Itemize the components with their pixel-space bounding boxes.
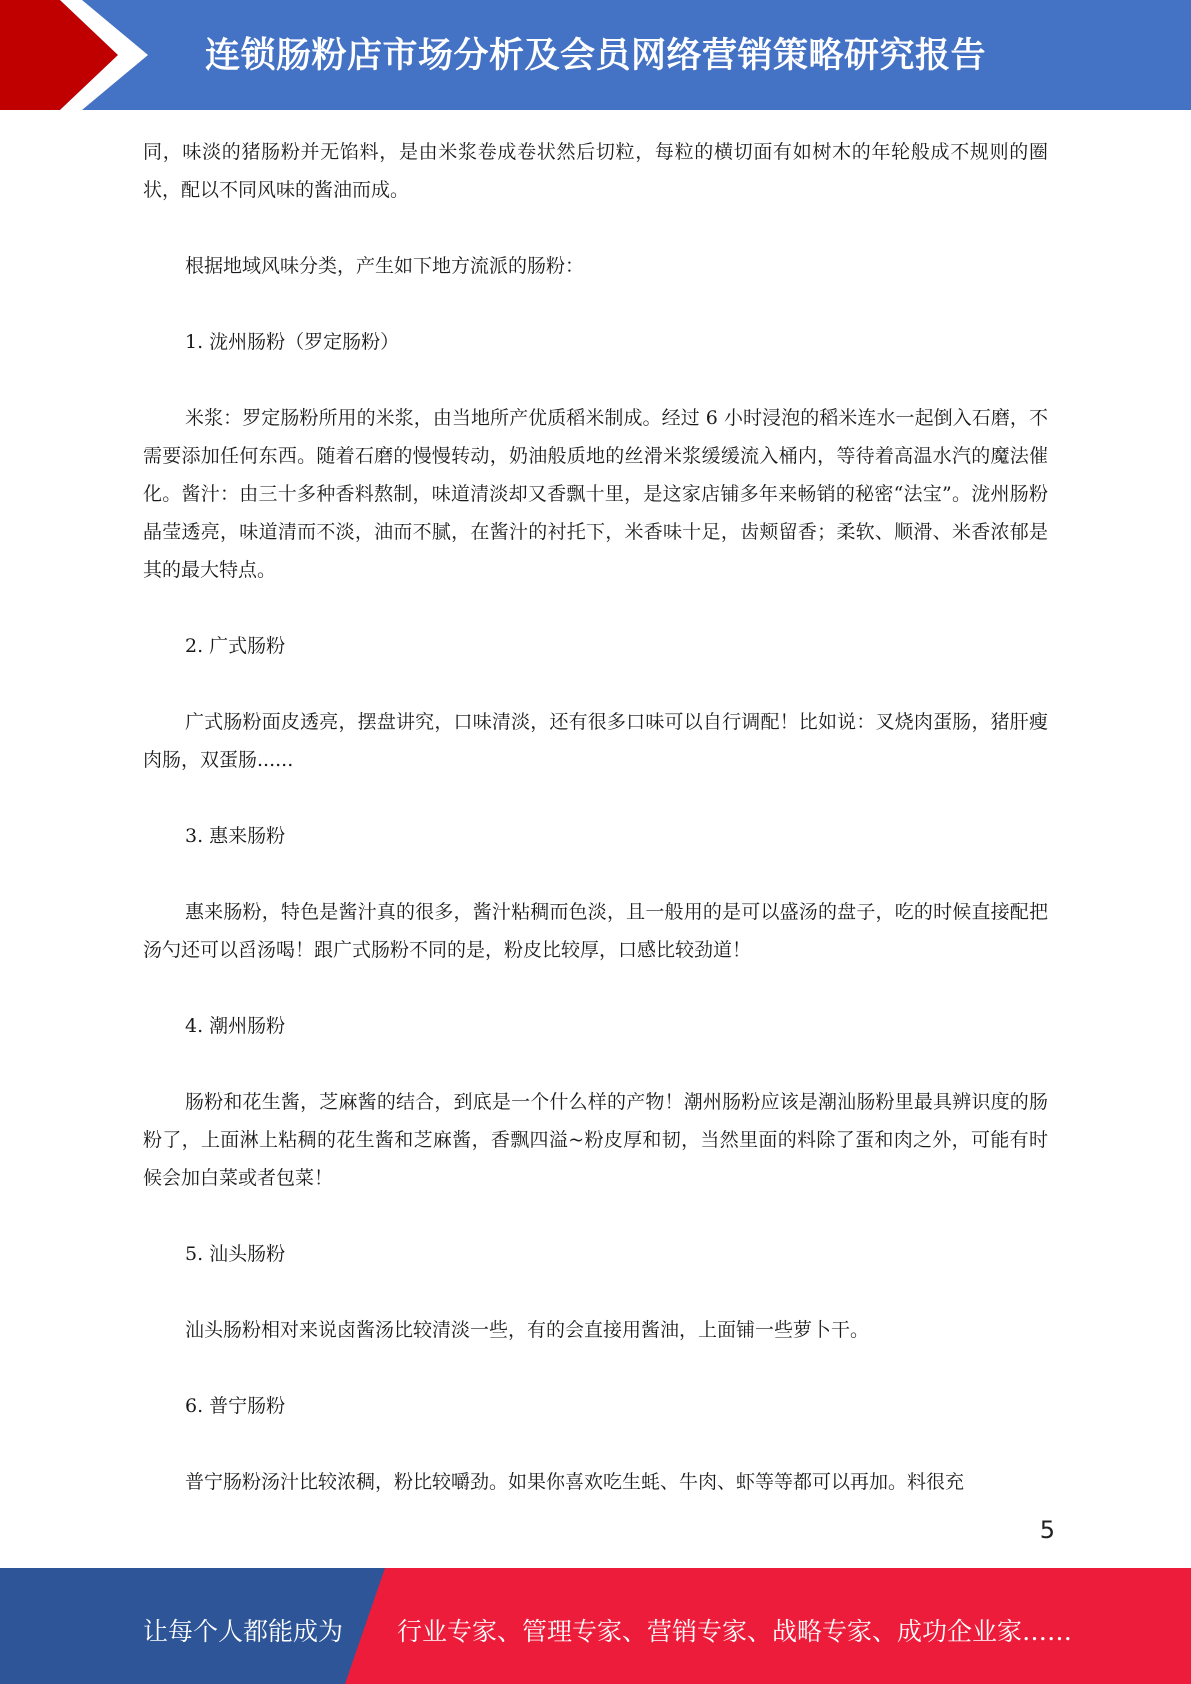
paragraph: 根据地域风味分类，产生如下地方流派的肠粉：	[185, 255, 585, 277]
paragraph: 肠粉和花生酱，芝麻酱的结合，到底是一个什么样的产物！潮州肠粉应该是潮汕肠粉里最具辨识度的肠粉了，上面淋上粘稠的花生酱和芝麻酱，香飘四溢~粉皮厚和韧，当然里面的料除了蛋和肉之外，可能有时候会加白菜或者包菜！	[143, 1091, 1048, 1189]
paragraph: 汕头肠粉相对来说卤酱汤比较清淡一些，有的会直接用酱油，上面铺一些萝卜干。	[185, 1319, 870, 1341]
page-footer	[0, 1568, 1191, 1684]
section-heading: 2. 广式肠粉	[185, 635, 286, 657]
document-body	[143, 133, 1048, 1539]
section-heading: 3. 惠来肠粉	[185, 825, 286, 847]
footer-slogan-left: 让每个人都能成为	[143, 1617, 344, 1646]
section-heading: 6. 普宁肠粉	[185, 1395, 286, 1417]
paragraph: 同，味淡的猪肠粉并无馅料，是由米浆卷成卷状然后切粒，每粒的横切面有如树木的年轮般成不规则的圈状，配以不同风味的酱油而成。	[143, 141, 1048, 201]
section-heading: 4. 潮州肠粉	[185, 1015, 286, 1037]
footer-slogan-right: 行业专家、管理专家、营销专家、战略专家、成功企业家……	[397, 1617, 1073, 1646]
section-heading: 1. 泷州肠粉（罗定肠粉）	[185, 331, 400, 353]
page-number: 5	[1039, 1516, 1055, 1544]
page-header	[0, 0, 1191, 110]
paragraph: 广式肠粉面皮透亮，摆盘讲究，口味清淡，还有很多口味可以自行调配！比如说：叉烧肉蛋肠，猪肝瘦肉肠，双蛋肠......	[143, 711, 1048, 771]
section-heading: 5. 汕头肠粉	[185, 1243, 286, 1265]
document-title: 连锁肠粉店市场分析及会员网络营销策略研究报告	[205, 36, 987, 76]
paragraph: 普宁肠粉汤汁比较浓稠，粉比较嚼劲。如果你喜欢吃生蚝、牛肉、虾等等都可以再加。料很充	[185, 1471, 965, 1493]
paragraph: 米浆：罗定肠粉所用的米浆，由当地所产优质稻米制成。经过 6 小时浸泡的稻米连水一起倒入石磨，不需要添加任何东西。随着石磨的慢慢转动，奶油般质地的丝滑米浆缓缓流入桶内，等待着高温水汽的魔法催化。酱汁：由三十多种香料熬制，味道清淡却又香飘十里，是这家店铺多年来畅销的秘密“法宝”。泷州肠粉晶莹透亮，味道清而不淡，油而不腻，在酱汁的衬托下，米香味十足，齿颊留香；柔软、顺滑、米香浓郁是其的最大特点。	[143, 407, 1048, 581]
paragraph: 惠来肠粉，特色是酱汁真的很多，酱汁粘稠而色淡，且一般用的是可以盛汤的盘子，吃的时候直接配把汤勺还可以舀汤喝！跟广式肠粉不同的是，粉皮比较厚，口感比较劲道！	[143, 901, 1048, 961]
